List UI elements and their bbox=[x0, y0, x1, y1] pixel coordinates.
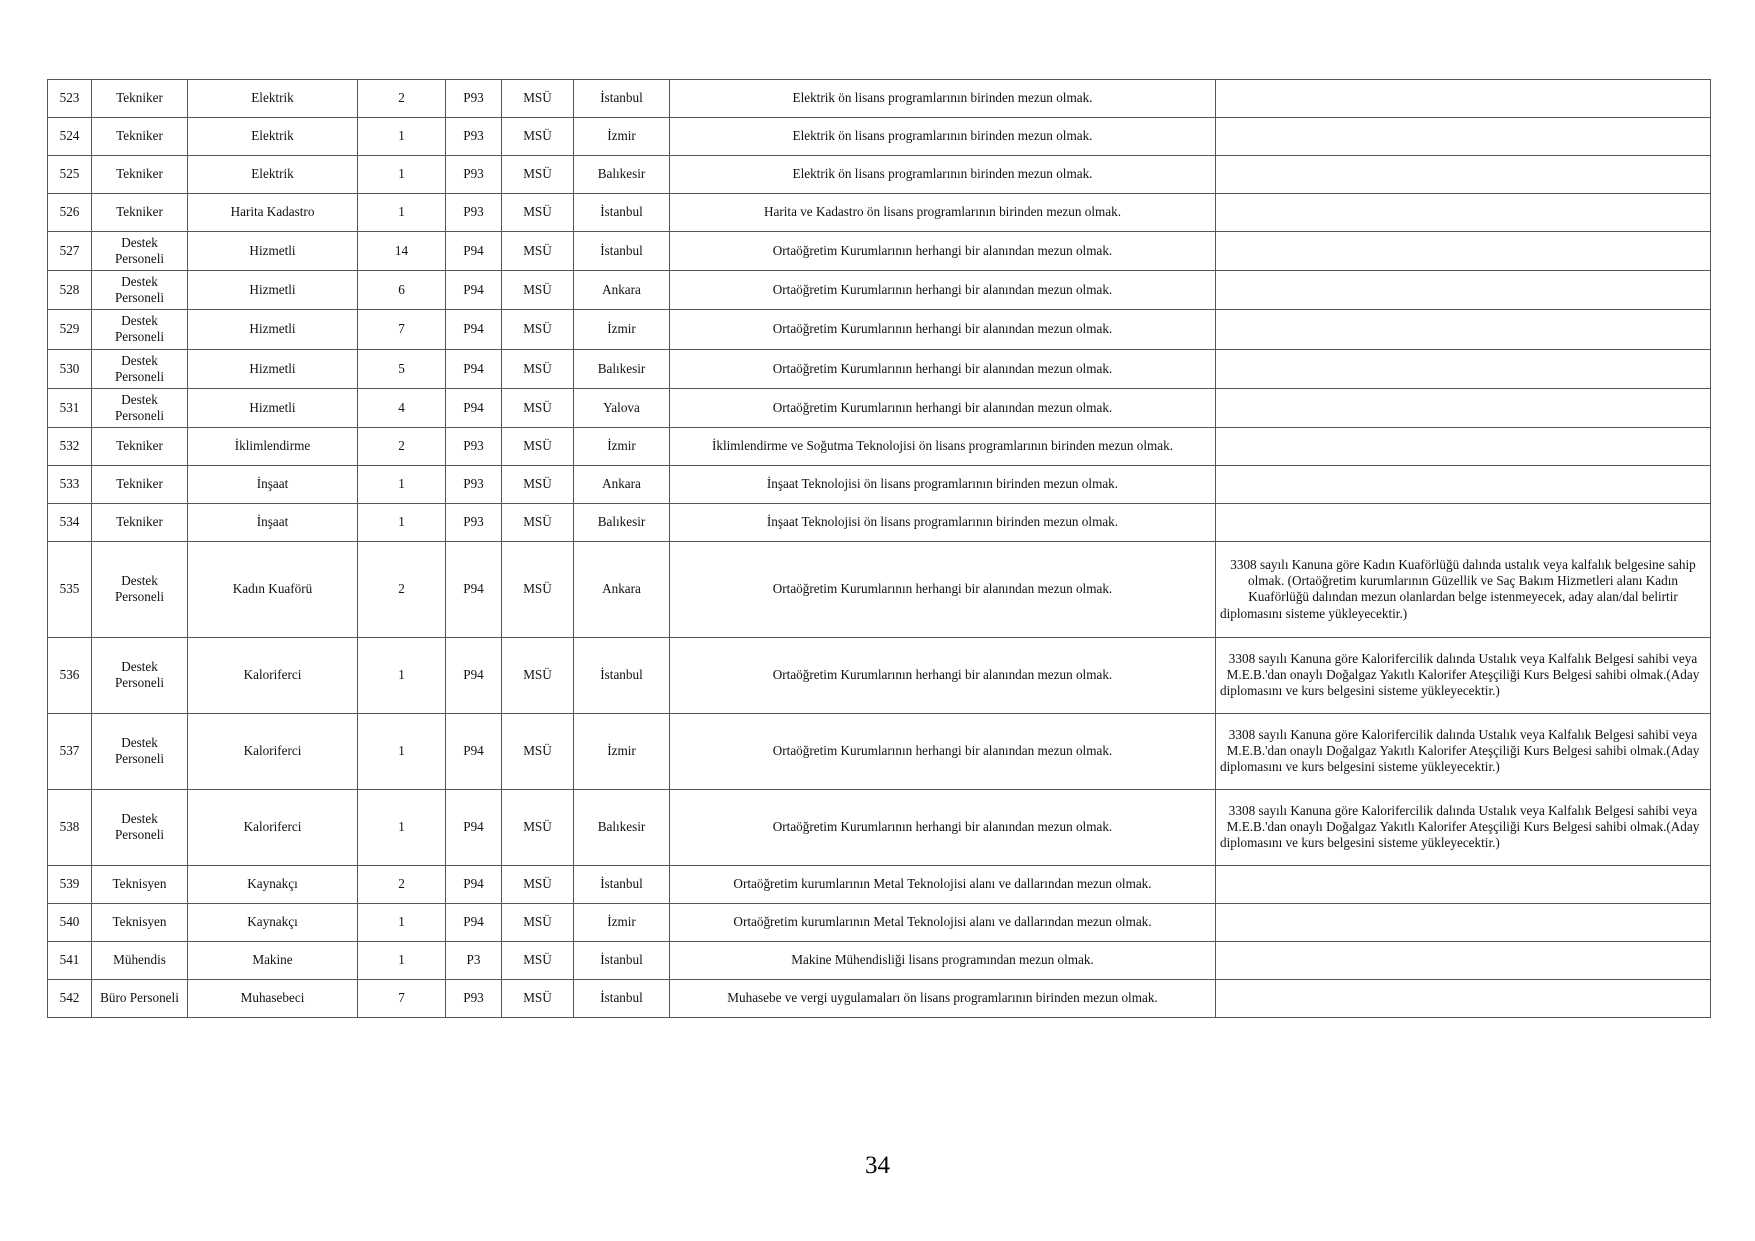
requirement-cell: Ortaöğretim Kurumlarının herhangi bir alanından mezun olmak. bbox=[670, 232, 1216, 271]
note-cell bbox=[1216, 865, 1711, 903]
note-cell bbox=[1216, 941, 1711, 979]
row-number-cell: 525 bbox=[48, 156, 92, 194]
requirement-cell: Ortaöğretim Kurumlarının herhangi bir alanından mezun olmak. bbox=[670, 271, 1216, 310]
quantity-cell: 1 bbox=[358, 903, 446, 941]
table-row bbox=[48, 271, 1711, 310]
requirement-cell: Ortaöğretim Kurumlarının herhangi bir alanından mezun olmak. bbox=[670, 388, 1216, 427]
location-cell: İstanbul bbox=[574, 637, 670, 713]
requirement-cell: Ortaöğretim Kurumlarının herhangi bir alanından mezun olmak. bbox=[670, 637, 1216, 713]
requirement-cell: İnşaat Teknolojisi ön lisans programlarının birinden mezun olmak. bbox=[670, 503, 1216, 541]
exam-cell: MSÜ bbox=[502, 80, 574, 118]
row-number-cell: 542 bbox=[48, 979, 92, 1017]
exam-cell: MSÜ bbox=[502, 118, 574, 156]
note-cell bbox=[1216, 310, 1711, 349]
positions-table-wrapper bbox=[47, 79, 1710, 1018]
quantity-cell: 1 bbox=[358, 637, 446, 713]
kpss-score-type-cell: P93 bbox=[446, 427, 502, 465]
title-cell: Destek Personeli bbox=[92, 232, 188, 271]
quantity-cell: 1 bbox=[358, 118, 446, 156]
title-cell: Tekniker bbox=[92, 427, 188, 465]
note-cell: 3308 sayılı Kanuna göre Kalorifercilik dalında Ustalık veya Kalfalık Belgesi sahibi veya M.E.B.'dan onaylı Doğalgaz Yakıtlı Kalorifer Ateşçiliği Kurs Belgesi sahibi olmak.(Aday diplomasını ve kurs belgesini sisteme yükleyecektir.) bbox=[1216, 789, 1711, 865]
table-row bbox=[48, 194, 1711, 232]
exam-cell: MSÜ bbox=[502, 156, 574, 194]
row-number-cell: 527 bbox=[48, 232, 92, 271]
note-cell: 3308 sayılı Kanuna göre Kadın Kuaförlüğü dalında ustalık veya kalfalık belgesine sahip olmak. (Ortaöğretim kurumlarının Güzellik ve Saç Bakım Hizmetleri alanı Kadın Kuaförlüğü dalından mezun olanlardan belge istenmeyecek, aday alan/dal belirtir diplomasını sisteme yükleyecektir.) bbox=[1216, 541, 1711, 637]
branch-cell: İnşaat bbox=[188, 465, 358, 503]
location-cell: İstanbul bbox=[574, 80, 670, 118]
location-cell: Balıkesir bbox=[574, 156, 670, 194]
branch-cell: Hizmetli bbox=[188, 232, 358, 271]
note-cell bbox=[1216, 388, 1711, 427]
kpss-score-type-cell: P94 bbox=[446, 789, 502, 865]
table-row bbox=[48, 427, 1711, 465]
row-number-cell: 533 bbox=[48, 465, 92, 503]
table-row bbox=[48, 232, 1711, 271]
row-number-cell: 539 bbox=[48, 865, 92, 903]
branch-cell: Kaloriferci bbox=[188, 713, 358, 789]
table-row bbox=[48, 541, 1711, 637]
exam-cell: MSÜ bbox=[502, 427, 574, 465]
note-cell bbox=[1216, 271, 1711, 310]
row-number-cell: 534 bbox=[48, 503, 92, 541]
quantity-cell: 6 bbox=[358, 271, 446, 310]
exam-cell: MSÜ bbox=[502, 194, 574, 232]
note-cell bbox=[1216, 232, 1711, 271]
title-cell: Tekniker bbox=[92, 156, 188, 194]
positions-table-body bbox=[48, 80, 1711, 1018]
branch-cell: Kaloriferci bbox=[188, 789, 358, 865]
exam-cell: MSÜ bbox=[502, 388, 574, 427]
note-cell bbox=[1216, 427, 1711, 465]
exam-cell: MSÜ bbox=[502, 979, 574, 1017]
branch-cell: Hizmetli bbox=[188, 349, 358, 388]
branch-cell: Harita Kadastro bbox=[188, 194, 358, 232]
note-cell: 3308 sayılı Kanuna göre Kalorifercilik dalında Ustalık veya Kalfalık Belgesi sahibi veya M.E.B.'dan onaylı Doğalgaz Yakıtlı Kalorifer Ateşçiliği Kurs Belgesi sahibi olmak.(Aday diplomasını ve kurs belgesini sisteme yükleyecektir.) bbox=[1216, 713, 1711, 789]
quantity-cell: 14 bbox=[358, 232, 446, 271]
note-cell bbox=[1216, 349, 1711, 388]
location-cell: İstanbul bbox=[574, 941, 670, 979]
exam-cell: MSÜ bbox=[502, 503, 574, 541]
exam-cell: MSÜ bbox=[502, 271, 574, 310]
table-row bbox=[48, 979, 1711, 1017]
row-number-cell: 537 bbox=[48, 713, 92, 789]
exam-cell: MSÜ bbox=[502, 941, 574, 979]
kpss-score-type-cell: P93 bbox=[446, 156, 502, 194]
title-cell: Destek Personeli bbox=[92, 388, 188, 427]
title-cell: Tekniker bbox=[92, 465, 188, 503]
location-cell: İzmir bbox=[574, 427, 670, 465]
branch-cell: Hizmetli bbox=[188, 271, 358, 310]
branch-cell: Kaynakçı bbox=[188, 865, 358, 903]
branch-cell: Kaynakçı bbox=[188, 903, 358, 941]
row-number-cell: 530 bbox=[48, 349, 92, 388]
requirement-cell: Ortaöğretim kurumlarının Metal Teknolojisi alanı ve dallarından mezun olmak. bbox=[670, 903, 1216, 941]
row-number-cell: 541 bbox=[48, 941, 92, 979]
kpss-score-type-cell: P94 bbox=[446, 865, 502, 903]
title-cell: Destek Personeli bbox=[92, 637, 188, 713]
exam-cell: MSÜ bbox=[502, 465, 574, 503]
requirement-cell: Ortaöğretim Kurumlarının herhangi bir alanından mezun olmak. bbox=[670, 541, 1216, 637]
exam-cell: MSÜ bbox=[502, 713, 574, 789]
note-cell bbox=[1216, 118, 1711, 156]
requirement-cell: Makine Mühendisliği lisans programından mezun olmak. bbox=[670, 941, 1216, 979]
row-number-cell: 526 bbox=[48, 194, 92, 232]
quantity-cell: 1 bbox=[358, 156, 446, 194]
title-cell: Tekniker bbox=[92, 194, 188, 232]
location-cell: Ankara bbox=[574, 541, 670, 637]
requirement-cell: İnşaat Teknolojisi ön lisans programlarının birinden mezun olmak. bbox=[670, 465, 1216, 503]
title-cell: Destek Personeli bbox=[92, 271, 188, 310]
table-row bbox=[48, 465, 1711, 503]
quantity-cell: 7 bbox=[358, 310, 446, 349]
row-number-cell: 535 bbox=[48, 541, 92, 637]
row-number-cell: 532 bbox=[48, 427, 92, 465]
quantity-cell: 4 bbox=[358, 388, 446, 427]
branch-cell: Kadın Kuaförü bbox=[188, 541, 358, 637]
branch-cell: Kaloriferci bbox=[188, 637, 358, 713]
quantity-cell: 2 bbox=[358, 865, 446, 903]
location-cell: İstanbul bbox=[574, 232, 670, 271]
table-row bbox=[48, 903, 1711, 941]
table-row bbox=[48, 388, 1711, 427]
exam-cell: MSÜ bbox=[502, 903, 574, 941]
kpss-score-type-cell: P94 bbox=[446, 903, 502, 941]
branch-cell: Hizmetli bbox=[188, 310, 358, 349]
location-cell: Balıkesir bbox=[574, 503, 670, 541]
kpss-score-type-cell: P93 bbox=[446, 80, 502, 118]
location-cell: İzmir bbox=[574, 713, 670, 789]
table-row bbox=[48, 310, 1711, 349]
requirement-cell: İklimlendirme ve Soğutma Teknolojisi ön lisans programlarının birinden mezun olmak. bbox=[670, 427, 1216, 465]
kpss-score-type-cell: P94 bbox=[446, 541, 502, 637]
quantity-cell: 1 bbox=[358, 713, 446, 789]
requirement-cell: Elektrik ön lisans programlarının birinden mezun olmak. bbox=[670, 118, 1216, 156]
note-cell bbox=[1216, 979, 1711, 1017]
table-row bbox=[48, 713, 1711, 789]
requirement-cell: Elektrik ön lisans programlarının birinden mezun olmak. bbox=[670, 156, 1216, 194]
note-cell bbox=[1216, 194, 1711, 232]
kpss-score-type-cell: P94 bbox=[446, 271, 502, 310]
location-cell: İzmir bbox=[574, 903, 670, 941]
quantity-cell: 2 bbox=[358, 427, 446, 465]
requirement-cell: Ortaöğretim Kurumlarının herhangi bir alanından mezun olmak. bbox=[670, 310, 1216, 349]
title-cell: Destek Personeli bbox=[92, 541, 188, 637]
exam-cell: MSÜ bbox=[502, 232, 574, 271]
requirement-cell: Muhasebe ve vergi uygulamaları ön lisans programlarının birinden mezun olmak. bbox=[670, 979, 1216, 1017]
branch-cell: İnşaat bbox=[188, 503, 358, 541]
note-cell bbox=[1216, 156, 1711, 194]
exam-cell: MSÜ bbox=[502, 637, 574, 713]
table-row bbox=[48, 156, 1711, 194]
quantity-cell: 1 bbox=[358, 503, 446, 541]
kpss-score-type-cell: P93 bbox=[446, 118, 502, 156]
title-cell: Teknisyen bbox=[92, 865, 188, 903]
note-cell bbox=[1216, 903, 1711, 941]
table-row bbox=[48, 865, 1711, 903]
note-cell: 3308 sayılı Kanuna göre Kalorifercilik dalında Ustalık veya Kalfalık Belgesi sahibi veya M.E.B.'dan onaylı Doğalgaz Yakıtlı Kalorifer Ateşçiliği Kurs Belgesi sahibi olmak.(Aday diplomasını ve kurs belgesini sisteme yükleyecektir.) bbox=[1216, 637, 1711, 713]
kpss-score-type-cell: P3 bbox=[446, 941, 502, 979]
branch-cell: Makine bbox=[188, 941, 358, 979]
branch-cell: Elektrik bbox=[188, 118, 358, 156]
kpss-score-type-cell: P94 bbox=[446, 388, 502, 427]
title-cell: Destek Personeli bbox=[92, 713, 188, 789]
row-number-cell: 531 bbox=[48, 388, 92, 427]
title-cell: Tekniker bbox=[92, 118, 188, 156]
title-cell: Destek Personeli bbox=[92, 349, 188, 388]
requirement-cell: Ortaöğretim kurumlarının Metal Teknolojisi alanı ve dallarından mezun olmak. bbox=[670, 865, 1216, 903]
quantity-cell: 7 bbox=[358, 979, 446, 1017]
quantity-cell: 1 bbox=[358, 194, 446, 232]
note-cell bbox=[1216, 503, 1711, 541]
kpss-score-type-cell: P94 bbox=[446, 637, 502, 713]
row-number-cell: 538 bbox=[48, 789, 92, 865]
kpss-score-type-cell: P93 bbox=[446, 979, 502, 1017]
row-number-cell: 528 bbox=[48, 271, 92, 310]
positions-table bbox=[47, 79, 1711, 1018]
exam-cell: MSÜ bbox=[502, 865, 574, 903]
requirement-cell: Ortaöğretim Kurumlarının herhangi bir alanından mezun olmak. bbox=[670, 349, 1216, 388]
title-cell: Tekniker bbox=[92, 80, 188, 118]
title-cell: Destek Personeli bbox=[92, 310, 188, 349]
location-cell: İzmir bbox=[574, 118, 670, 156]
title-cell: Tekniker bbox=[92, 503, 188, 541]
table-row bbox=[48, 118, 1711, 156]
quantity-cell: 1 bbox=[358, 941, 446, 979]
exam-cell: MSÜ bbox=[502, 349, 574, 388]
row-number-cell: 529 bbox=[48, 310, 92, 349]
location-cell: Ankara bbox=[574, 465, 670, 503]
branch-cell: Elektrik bbox=[188, 80, 358, 118]
location-cell: Balıkesir bbox=[574, 349, 670, 388]
title-cell: Destek Personeli bbox=[92, 789, 188, 865]
table-row bbox=[48, 637, 1711, 713]
kpss-score-type-cell: P94 bbox=[446, 713, 502, 789]
row-number-cell: 524 bbox=[48, 118, 92, 156]
requirement-cell: Elektrik ön lisans programlarının birinden mezun olmak. bbox=[670, 80, 1216, 118]
table-row bbox=[48, 503, 1711, 541]
location-cell: İstanbul bbox=[574, 194, 670, 232]
row-number-cell: 536 bbox=[48, 637, 92, 713]
quantity-cell: 2 bbox=[358, 80, 446, 118]
row-number-cell: 523 bbox=[48, 80, 92, 118]
title-cell: Büro Personeli bbox=[92, 979, 188, 1017]
title-cell: Teknisyen bbox=[92, 903, 188, 941]
page-number: 34 bbox=[865, 1152, 890, 1179]
location-cell: İstanbul bbox=[574, 979, 670, 1017]
table-row bbox=[48, 80, 1711, 118]
kpss-score-type-cell: P94 bbox=[446, 232, 502, 271]
branch-cell: İklimlendirme bbox=[188, 427, 358, 465]
row-number-cell: 540 bbox=[48, 903, 92, 941]
requirement-cell: Harita ve Kadastro ön lisans programlarının birinden mezun olmak. bbox=[670, 194, 1216, 232]
title-cell: Mühendis bbox=[92, 941, 188, 979]
table-row bbox=[48, 941, 1711, 979]
kpss-score-type-cell: P94 bbox=[446, 349, 502, 388]
quantity-cell: 5 bbox=[358, 349, 446, 388]
table-row bbox=[48, 349, 1711, 388]
kpss-score-type-cell: P93 bbox=[446, 194, 502, 232]
kpss-score-type-cell: P94 bbox=[446, 310, 502, 349]
note-cell bbox=[1216, 80, 1711, 118]
branch-cell: Elektrik bbox=[188, 156, 358, 194]
requirement-cell: Ortaöğretim Kurumlarının herhangi bir alanından mezun olmak. bbox=[670, 789, 1216, 865]
table-row bbox=[48, 789, 1711, 865]
location-cell: İstanbul bbox=[574, 865, 670, 903]
branch-cell: Muhasebeci bbox=[188, 979, 358, 1017]
exam-cell: MSÜ bbox=[502, 789, 574, 865]
exam-cell: MSÜ bbox=[502, 541, 574, 637]
kpss-score-type-cell: P93 bbox=[446, 503, 502, 541]
quantity-cell: 2 bbox=[358, 541, 446, 637]
quantity-cell: 1 bbox=[358, 789, 446, 865]
location-cell: İzmir bbox=[574, 310, 670, 349]
branch-cell: Hizmetli bbox=[188, 388, 358, 427]
location-cell: Ankara bbox=[574, 271, 670, 310]
location-cell: Balıkesir bbox=[574, 789, 670, 865]
requirement-cell: Ortaöğretim Kurumlarının herhangi bir alanından mezun olmak. bbox=[670, 713, 1216, 789]
kpss-score-type-cell: P93 bbox=[446, 465, 502, 503]
quantity-cell: 1 bbox=[358, 465, 446, 503]
location-cell: Yalova bbox=[574, 388, 670, 427]
note-cell bbox=[1216, 465, 1711, 503]
exam-cell: MSÜ bbox=[502, 310, 574, 349]
